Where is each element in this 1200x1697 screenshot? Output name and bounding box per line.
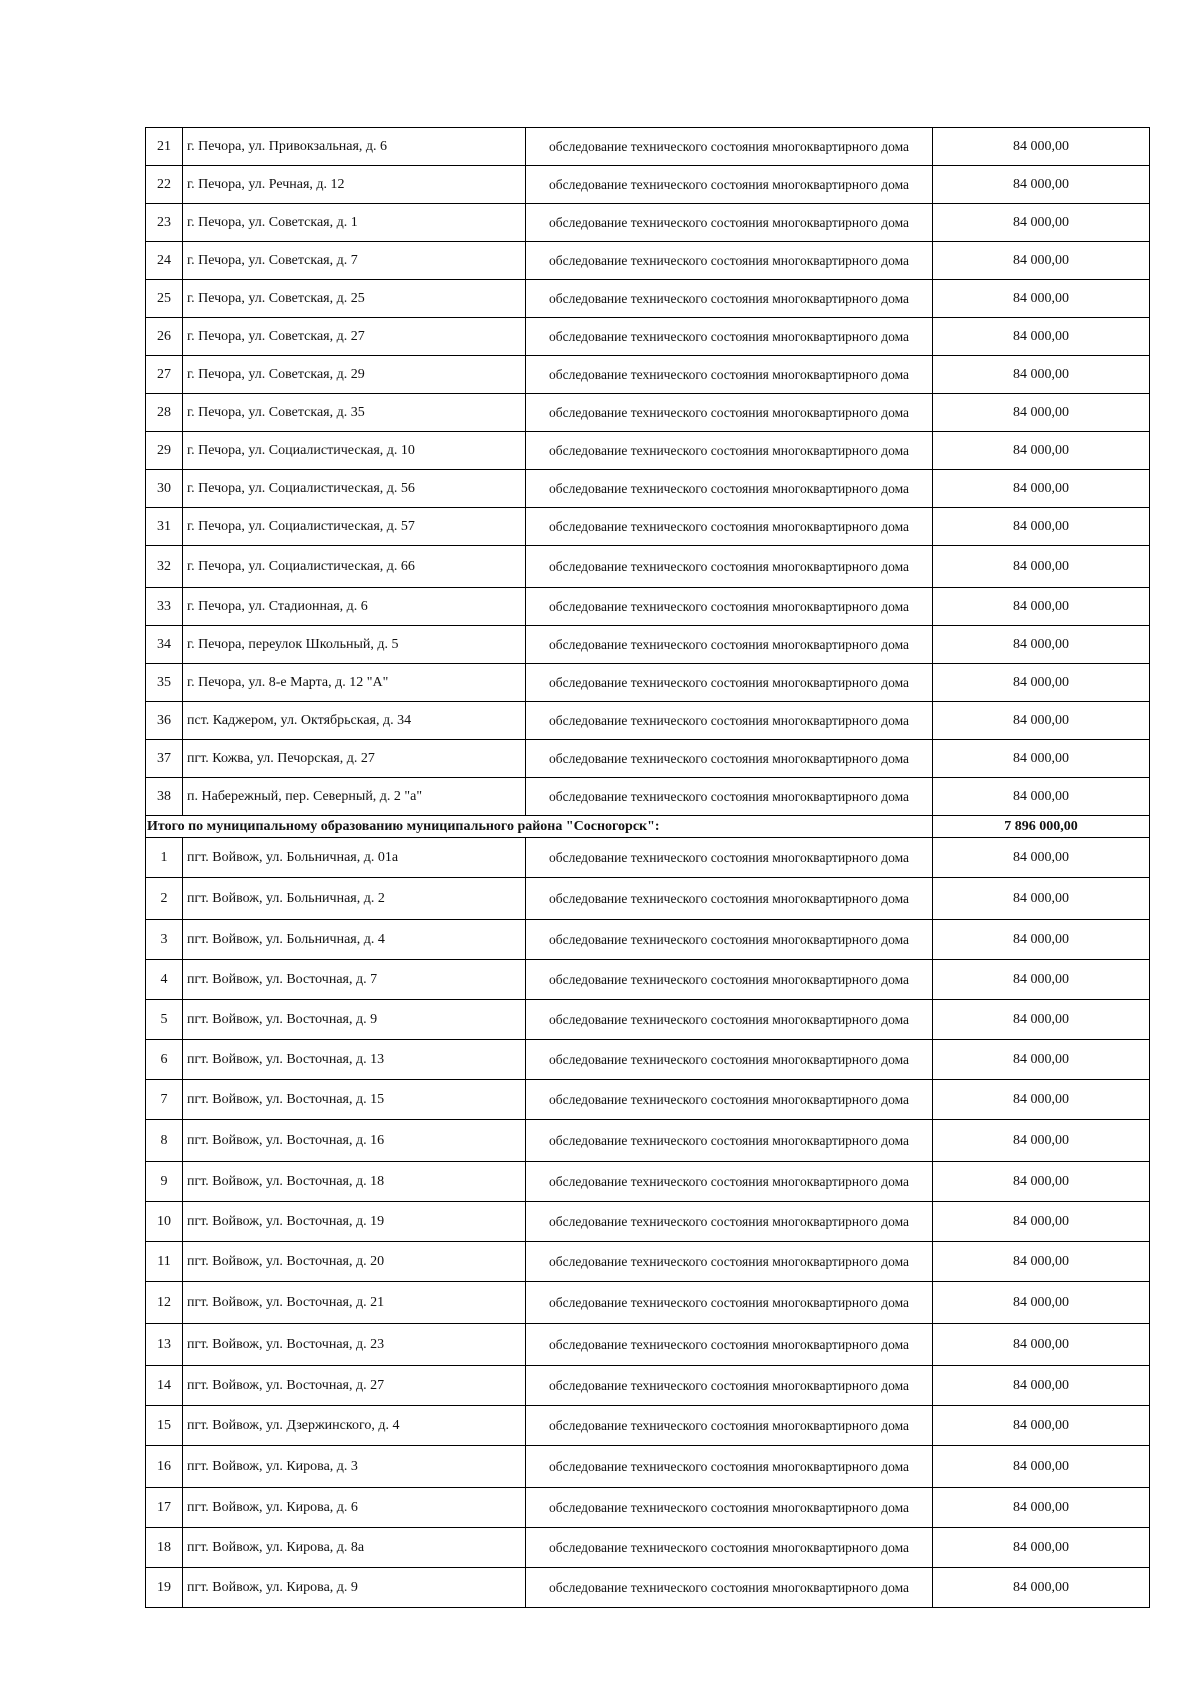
row-work-type: обследование технического состояния многоквартирного дома — [526, 470, 933, 508]
table-row — [146, 626, 1150, 664]
row-number: 10 — [146, 1202, 183, 1242]
row-number: 38 — [146, 778, 183, 816]
row-number: 26 — [146, 318, 183, 356]
row-amount: 84 000,00 — [933, 626, 1150, 664]
table-row — [146, 1040, 1150, 1080]
row-amount: 84 000,00 — [933, 878, 1150, 920]
row-number: 17 — [146, 1488, 183, 1528]
table-row — [146, 280, 1150, 318]
row-amount: 84 000,00 — [933, 1406, 1150, 1446]
subtotal-label: Итого по муниципальному образованию муниципального района "Сосногорск": — [146, 816, 933, 838]
row-number: 16 — [146, 1446, 183, 1488]
row-address: г. Печора, ул. Социалистическая, д. 10 — [183, 432, 526, 470]
row-number: 1 — [146, 838, 183, 878]
row-number: 11 — [146, 1242, 183, 1282]
row-work-type: обследование технического состояния многоквартирного дома — [526, 920, 933, 960]
table-row — [146, 242, 1150, 280]
row-number: 4 — [146, 960, 183, 1000]
row-address: г. Печора, ул. Советская, д. 29 — [183, 356, 526, 394]
row-number: 19 — [146, 1568, 183, 1608]
table-row — [146, 588, 1150, 626]
row-number: 28 — [146, 394, 183, 432]
table-row — [146, 1446, 1150, 1488]
row-number: 25 — [146, 280, 183, 318]
table-row — [146, 394, 1150, 432]
row-address: г. Печора, ул. Стадионная, д. 6 — [183, 588, 526, 626]
row-amount: 84 000,00 — [933, 1528, 1150, 1568]
table-row — [146, 1366, 1150, 1406]
row-amount: 84 000,00 — [933, 318, 1150, 356]
table-row — [146, 204, 1150, 242]
row-amount: 84 000,00 — [933, 1446, 1150, 1488]
row-number: 31 — [146, 508, 183, 546]
row-address: г. Печора, ул. Советская, д. 1 — [183, 204, 526, 242]
row-amount: 84 000,00 — [933, 432, 1150, 470]
row-number: 14 — [146, 1366, 183, 1406]
row-work-type: обследование технического состояния многоквартирного дома — [526, 394, 933, 432]
row-amount: 84 000,00 — [933, 166, 1150, 204]
row-number: 3 — [146, 920, 183, 960]
table-row — [146, 740, 1150, 778]
row-work-type: обследование технического состояния многоквартирного дома — [526, 1162, 933, 1202]
row-address: г. Печора, ул. 8-е Марта, д. 12 "А" — [183, 664, 526, 702]
subtotal-amount: 7 896 000,00 — [933, 816, 1150, 838]
row-work-type: обследование технического состояния многоквартирного дома — [526, 778, 933, 816]
row-address: п. Набережный, пер. Северный, д. 2 "а" — [183, 778, 526, 816]
row-amount: 84 000,00 — [933, 778, 1150, 816]
row-work-type: обследование технического состояния многоквартирного дома — [526, 204, 933, 242]
row-work-type: обследование технического состояния многоквартирного дома — [526, 1324, 933, 1366]
row-address: г. Печора, переулок Школьный, д. 5 — [183, 626, 526, 664]
table-row — [146, 878, 1150, 920]
row-number: 2 — [146, 878, 183, 920]
row-work-type: обследование технического состояния многоквартирного дома — [526, 1568, 933, 1608]
row-amount: 84 000,00 — [933, 838, 1150, 878]
row-number: 6 — [146, 1040, 183, 1080]
row-work-type: обследование технического состояния многоквартирного дома — [526, 432, 933, 470]
row-address: пгт. Войвож, ул. Кирова, д. 6 — [183, 1488, 526, 1528]
table-row — [146, 664, 1150, 702]
row-work-type: обследование технического состояния многоквартирного дома — [526, 280, 933, 318]
row-number: 27 — [146, 356, 183, 394]
row-address: г. Печора, ул. Советская, д. 25 — [183, 280, 526, 318]
row-number: 15 — [146, 1406, 183, 1446]
row-work-type: обследование технического состояния многоквартирного дома — [526, 242, 933, 280]
row-address: пгт. Войвож, ул. Восточная, д. 7 — [183, 960, 526, 1000]
row-address: пгт. Войвож, ул. Восточная, д. 20 — [183, 1242, 526, 1282]
table-row — [146, 778, 1150, 816]
row-amount: 84 000,00 — [933, 356, 1150, 394]
row-address: г. Печора, ул. Речная, д. 12 — [183, 166, 526, 204]
row-amount: 84 000,00 — [933, 1324, 1150, 1366]
row-amount: 84 000,00 — [933, 960, 1150, 1000]
address-program-table — [145, 127, 1150, 1608]
row-address: пгт. Войвож, ул. Восточная, д. 21 — [183, 1282, 526, 1324]
row-work-type: обследование технического состояния многоквартирного дома — [526, 546, 933, 588]
table-row — [146, 470, 1150, 508]
row-number: 8 — [146, 1120, 183, 1162]
row-work-type: обследование технического состояния многоквартирного дома — [526, 128, 933, 166]
row-address: пгт. Войвож, ул. Восточная, д. 27 — [183, 1366, 526, 1406]
row-amount: 84 000,00 — [933, 1162, 1150, 1202]
row-address: пгт. Войвож, ул. Больничная, д. 2 — [183, 878, 526, 920]
row-number: 29 — [146, 432, 183, 470]
row-address: пгт. Войвож, ул. Дзержинского, д. 4 — [183, 1406, 526, 1446]
row-address: г. Печора, ул. Социалистическая, д. 66 — [183, 546, 526, 588]
row-number: 7 — [146, 1080, 183, 1120]
row-amount: 84 000,00 — [933, 546, 1150, 588]
row-address: пгт. Войвож, ул. Кирова, д. 8а — [183, 1528, 526, 1568]
row-number: 23 — [146, 204, 183, 242]
row-work-type: обследование технического состояния многоквартирного дома — [526, 1366, 933, 1406]
table-row — [146, 1406, 1150, 1446]
row-address: пгт. Войвож, ул. Кирова, д. 9 — [183, 1568, 526, 1608]
table-row — [146, 1282, 1150, 1324]
row-work-type: обследование технического состояния многоквартирного дома — [526, 1080, 933, 1120]
row-work-type: обследование технического состояния многоквартирного дома — [526, 1242, 933, 1282]
row-amount: 84 000,00 — [933, 394, 1150, 432]
table-row — [146, 702, 1150, 740]
row-number: 37 — [146, 740, 183, 778]
row-work-type: обследование технического состояния многоквартирного дома — [526, 1282, 933, 1324]
row-work-type: обследование технического состояния многоквартирного дома — [526, 1000, 933, 1040]
row-work-type: обследование технического состояния многоквартирного дома — [526, 318, 933, 356]
table-row — [146, 1528, 1150, 1568]
table-row — [146, 1488, 1150, 1528]
row-work-type: обследование технического состояния многоквартирного дома — [526, 1488, 933, 1528]
row-work-type: обследование технического состояния многоквартирного дома — [526, 702, 933, 740]
row-address: г. Печора, ул. Советская, д. 7 — [183, 242, 526, 280]
row-amount: 84 000,00 — [933, 920, 1150, 960]
row-amount: 84 000,00 — [933, 1080, 1150, 1120]
row-address: пст. Каджером, ул. Октябрьская, д. 34 — [183, 702, 526, 740]
row-amount: 84 000,00 — [933, 1568, 1150, 1608]
row-amount: 84 000,00 — [933, 1040, 1150, 1080]
row-address: пгт. Войвож, ул. Восточная, д. 16 — [183, 1120, 526, 1162]
row-address: пгт. Войвож, ул. Восточная, д. 15 — [183, 1080, 526, 1120]
row-number: 18 — [146, 1528, 183, 1568]
row-address: пгт. Войвож, ул. Кирова, д. 3 — [183, 1446, 526, 1488]
row-work-type: обследование технического состояния многоквартирного дома — [526, 356, 933, 394]
table-row — [146, 1000, 1150, 1040]
table-row — [146, 166, 1150, 204]
row-amount: 84 000,00 — [933, 1242, 1150, 1282]
row-work-type: обследование технического состояния многоквартирного дома — [526, 878, 933, 920]
row-work-type: обследование технического состояния многоквартирного дома — [526, 960, 933, 1000]
row-work-type: обследование технического состояния многоквартирного дома — [526, 1202, 933, 1242]
row-number: 34 — [146, 626, 183, 664]
table-row — [146, 508, 1150, 546]
row-work-type: обследование технического состояния многоквартирного дома — [526, 838, 933, 878]
row-address: пгт. Войвож, ул. Восточная, д. 19 — [183, 1202, 526, 1242]
row-number: 24 — [146, 242, 183, 280]
row-address: пгт. Кожва, ул. Печорская, д. 27 — [183, 740, 526, 778]
row-number: 32 — [146, 546, 183, 588]
row-number: 13 — [146, 1324, 183, 1366]
row-address: пгт. Войвож, ул. Восточная, д. 13 — [183, 1040, 526, 1080]
table-row — [146, 1080, 1150, 1120]
row-amount: 84 000,00 — [933, 508, 1150, 546]
table-row — [146, 128, 1150, 166]
row-amount: 84 000,00 — [933, 702, 1150, 740]
row-amount: 84 000,00 — [933, 588, 1150, 626]
row-amount: 84 000,00 — [933, 204, 1150, 242]
row-address: г. Печора, ул. Советская, д. 27 — [183, 318, 526, 356]
row-work-type: обследование технического состояния многоквартирного дома — [526, 588, 933, 626]
table-row — [146, 920, 1150, 960]
table-row — [146, 546, 1150, 588]
table-row — [146, 1568, 1150, 1608]
row-number: 21 — [146, 128, 183, 166]
row-number: 36 — [146, 702, 183, 740]
table-row — [146, 1202, 1150, 1242]
row-amount: 84 000,00 — [933, 1120, 1150, 1162]
row-address: пгт. Войвож, ул. Больничная, д. 01а — [183, 838, 526, 878]
table-row — [146, 1120, 1150, 1162]
row-number: 35 — [146, 664, 183, 702]
row-number: 9 — [146, 1162, 183, 1202]
row-address: пгт. Войвож, ул. Восточная, д. 18 — [183, 1162, 526, 1202]
row-number: 5 — [146, 1000, 183, 1040]
row-amount: 84 000,00 — [933, 740, 1150, 778]
row-amount: 84 000,00 — [933, 1202, 1150, 1242]
row-work-type: обследование технического состояния многоквартирного дома — [526, 626, 933, 664]
row-address: пгт. Войвож, ул. Больничная, д. 4 — [183, 920, 526, 960]
row-work-type: обследование технического состояния многоквартирного дома — [526, 1040, 933, 1080]
table-row — [146, 356, 1150, 394]
row-address: г. Печора, ул. Привокзальная, д. 6 — [183, 128, 526, 166]
row-number: 22 — [146, 166, 183, 204]
row-work-type: обследование технического состояния многоквартирного дома — [526, 1120, 933, 1162]
row-amount: 84 000,00 — [933, 1366, 1150, 1406]
table-row — [146, 1242, 1150, 1282]
row-work-type: обследование технического состояния многоквартирного дома — [526, 664, 933, 702]
row-work-type: обследование технического состояния многоквартирного дома — [526, 740, 933, 778]
row-work-type: обследование технического состояния многоквартирного дома — [526, 1406, 933, 1446]
row-work-type: обследование технического состояния многоквартирного дома — [526, 508, 933, 546]
table-row — [146, 318, 1150, 356]
row-address: г. Печора, ул. Социалистическая, д. 56 — [183, 470, 526, 508]
row-number: 33 — [146, 588, 183, 626]
row-amount: 84 000,00 — [933, 1488, 1150, 1528]
row-address: пгт. Войвож, ул. Восточная, д. 23 — [183, 1324, 526, 1366]
row-work-type: обследование технического состояния многоквартирного дома — [526, 1446, 933, 1488]
table-row — [146, 838, 1150, 878]
row-amount: 84 000,00 — [933, 470, 1150, 508]
row-amount: 84 000,00 — [933, 242, 1150, 280]
row-amount: 84 000,00 — [933, 128, 1150, 166]
row-amount: 84 000,00 — [933, 1282, 1150, 1324]
row-number: 12 — [146, 1282, 183, 1324]
subtotal-row — [146, 816, 1150, 838]
table-row — [146, 960, 1150, 1000]
row-amount: 84 000,00 — [933, 1000, 1150, 1040]
row-number: 30 — [146, 470, 183, 508]
table-row — [146, 1162, 1150, 1202]
table-row — [146, 432, 1150, 470]
row-amount: 84 000,00 — [933, 280, 1150, 318]
row-address: г. Печора, ул. Социалистическая, д. 57 — [183, 508, 526, 546]
row-amount: 84 000,00 — [933, 664, 1150, 702]
table-row — [146, 1324, 1150, 1366]
row-work-type: обследование технического состояния многоквартирного дома — [526, 1528, 933, 1568]
row-address: пгт. Войвож, ул. Восточная, д. 9 — [183, 1000, 526, 1040]
row-address: г. Печора, ул. Советская, д. 35 — [183, 394, 526, 432]
row-work-type: обследование технического состояния многоквартирного дома — [526, 166, 933, 204]
